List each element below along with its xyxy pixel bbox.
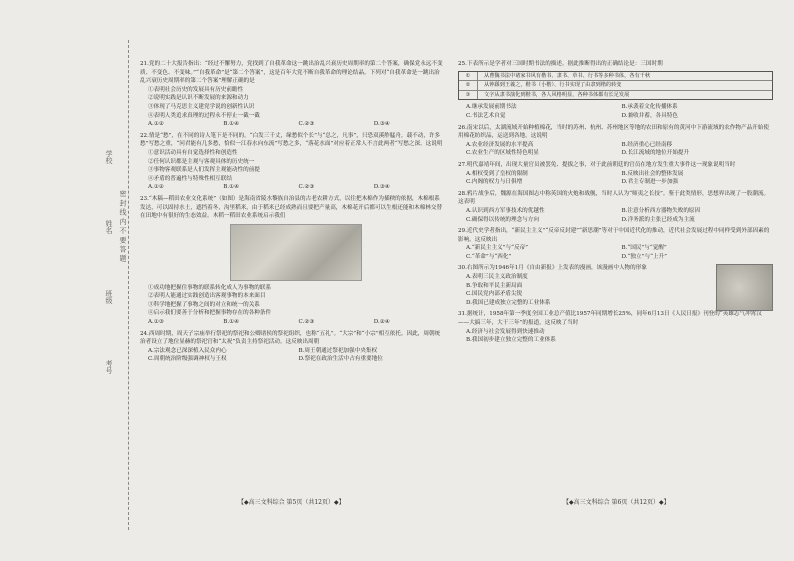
question-stem: 26.南宋以后，太湖流域开始种植棉花，当时的苏州、杭州、苏州地区等地的农田和原有的黄河中下游流域的农作物产品开始使用棉花纺织品，运送到各地。这说明 — [458, 124, 769, 140]
question-table — [458, 71, 773, 101]
page-footer-left: 【◆高三文科综合 第5页（共12页）◆】 — [238, 499, 345, 506]
cartoon-illustration — [716, 264, 773, 311]
question-25 — [458, 60, 773, 121]
choice-a: A.宗法观念已深深植入民众内心 — [148, 347, 227, 354]
choice-c: C.②③ — [298, 121, 315, 128]
question-stem: 24.西周时期，周天子宗庙举行祭祀的祭祀和公卿诸侯的祭祀组织，也称“五礼”。“大宗”和“小宗”相互依托。因此，周朝统治者设立了地位显赫的祭祀官和“太祝”负责主持祭祀活动。这反映出周朝 — [140, 330, 441, 346]
choice-b: B.反映出社会的整体发展 — [621, 170, 684, 177]
choice-b: B.“国民”与“觉醒” — [621, 245, 667, 252]
binding-margin — [98, 40, 129, 530]
question-28 — [458, 190, 773, 224]
row-text: 从曹魏书法中诸家书风有楷书、隶书、草书、行书等多种书体，各有千秋 — [484, 72, 651, 79]
question-22 — [140, 132, 445, 192]
choice-d: D.长江流域的地位开始提升 — [621, 150, 690, 157]
choice-b: B.周王朝通过祭祀加强中央集权 — [298, 347, 378, 354]
choice-b: B.经济重心已经南移 — [621, 141, 673, 148]
question-26 — [458, 124, 773, 158]
choice-a: A.①③ — [148, 319, 164, 326]
choice-c: C.“革命”与“西化” — [466, 253, 512, 260]
choice-a: A.①② — [148, 184, 164, 191]
choice-a: A.表明三民主义政治制度 — [466, 274, 528, 281]
question-stem: 21.党的二十大报告指出：“经过不懈努力，党找到了自我革命这一跳出治乱兴衰历史周期率的第二个答案，确保党永远不变质、不变色、不变味。”“自我革命”是“第二个答案”，这是百年大党不断自我革命的理论结晶。下列对“自我革命是一跳出治乱兴衰历史周期率的第二个答案”理解正确的是 — [140, 61, 443, 85]
choice-d: D.兼收并蓄，各具特色 — [621, 112, 678, 119]
question-stem: 31.据统计，1958年第一季度全国工业总产值比1957年同期增长25%，同年6月13日《人民日报》刊登的“英雄志气冲霄汉——大搞三年，大干三年”的报道，这反映了当时 — [458, 311, 762, 327]
question-23 — [140, 195, 445, 327]
kapok-rice-field-illustration — [230, 224, 362, 281]
statement-3: ③体现了马克思主义建党学说的创新性认识 — [148, 103, 255, 110]
choice-a: A.“新民主主义”与“反帝” — [466, 245, 529, 252]
choice-d: D.我国已建成独立完整的工业体系 — [466, 299, 551, 306]
question-stem: 27.明代嘉靖年间，出现大量官员被罢免、提拔之事，对于此前朝廷的官员在地方发生重大事件这一现象说明当时 — [458, 161, 736, 168]
question-31 — [458, 310, 773, 344]
choice-d: D.“独立”与“上升” — [621, 253, 667, 260]
choice-a: A.相权受到了皇权的限制 — [466, 170, 528, 177]
question-21 — [140, 60, 445, 129]
question-stem: 22.情是“愁”，在不同的诗人笔下是不同的。“白发三千丈，缘愁似个长”与“总之，凡事”，只恐双溪舴艋舟，载不动，许多愁”写愁之重，“问君能有几多愁，恰似一江春水向东流”写愁之多，“落花水面”对应着正常人不言此两者“写愁之深。这说明 — [140, 132, 443, 148]
choice-c: C.周朝统治阶级强调神权与王权 — [148, 356, 227, 363]
question-stem: 28.鸦片战争后，魏源在海国图志中称英国的火炮和战舰，当时人认为“师夷之长技”。鉴于此类情形，思想界出现了一股潮流。这表明 — [458, 190, 770, 206]
question-stem: 29.近代史学者指出，“新民主主义”“反帝反封建”“新思潮”等对于中国近代化的推动，近代社会发展过程中同样受到外部因素的影响。这反映出 — [458, 228, 770, 243]
binding-label-name: 姓名 — [105, 220, 113, 234]
choice-d: D.祭祀在政治生活中占有重要地位 — [298, 356, 383, 363]
binding-warning: 密 封 线 内 不 要 答 题 — [119, 190, 127, 262]
choice-a: A.农业经济发展的水平提高 — [466, 141, 534, 148]
choice-a: A.①② — [148, 121, 164, 128]
choice-b: B.争取和平民主新局面 — [466, 282, 523, 289]
question-stem: 23.“木稿—稻田农业文化系统”（如图）是海南省陵水黎族自治县的古老农耕方式。以往把木棉作为插秧的依据，木棉根系发达，可以固持水土，遮挡着冬，沟里稻米，由于稻米已经成熟而且要把产量高，木棉花开后都可以生根还能和木棉林交替在田地中有很好的生态效益。木稻一稻田农业系统启示我们 — [140, 195, 443, 220]
choice-a: A.继承发展前期书法 — [466, 104, 517, 111]
statement-4: ④启示我们要善于分析和把握事物存在的各种条件 — [148, 310, 272, 317]
choice-b: B.①④ — [223, 184, 240, 191]
table-row — [459, 91, 772, 100]
statement-1: ①表明社会历史的发展具有历史前瞻性 — [148, 86, 244, 93]
choice-b: B.注意分析西方器物失败的原因 — [621, 207, 701, 214]
page-right — [458, 60, 773, 348]
statement-2: ②任何认识都是主观与客观具体的历史统一 — [148, 158, 255, 165]
statement-3: ③事物客观联系是人们发挥主观能动性的前提 — [148, 167, 260, 174]
row-text: 文字从隶书演化到楷书，各人风格明显，各种书体都有长足发展 — [484, 91, 630, 98]
question-stem: 30.右图所示为1946年1月《自由新报》上发表的漫画，该漫画中人物的形象 — [458, 265, 647, 272]
choice-c: C.农业生产的区域性特色明显 — [466, 150, 539, 157]
page-footer-right: 【◆高三文科综合 第6页（共12页）◆】 — [563, 499, 670, 506]
binding-label-school: 学校 — [105, 150, 113, 164]
statement-1: ①意识活动具有自觉选择性和创造性 — [148, 149, 238, 156]
choice-b: B.承袭着文化传播体系 — [621, 104, 678, 111]
question-24 — [140, 330, 445, 364]
choice-d: D.洋务派的主张已经成为主流 — [621, 216, 695, 223]
choice-d: D.③④ — [373, 184, 390, 191]
choice-a: A.认识到西方军事技术的优越性 — [466, 207, 545, 214]
question-stem: 25.下表所示是学者对三国时期书法的描述。据此推断得出的正确结论是：三国时期 — [458, 61, 663, 67]
choice-b: B.我国初步建立独立完整的工业体系 — [466, 337, 556, 344]
question-29 — [458, 227, 773, 261]
question-27 — [458, 161, 773, 187]
page-left — [140, 60, 445, 367]
statement-2: ②说明实践是认识不断发展的来源和动力 — [148, 95, 249, 102]
choice-c: C.②③ — [298, 184, 315, 191]
choice-b: B.①④ — [223, 121, 240, 128]
question-30 — [458, 264, 773, 307]
table-row — [459, 72, 772, 82]
choice-c: C.②③ — [298, 319, 315, 326]
row-number: ② — [459, 81, 478, 90]
row-number: ③ — [459, 91, 478, 100]
statement-1: ①成功地把握住事物的联系转化成人为事物的联系 — [148, 284, 272, 291]
statement-4: ④表明人类追求真理的过程永不停止一截一截 — [148, 112, 260, 119]
choice-c: C.国民党内部矛盾尖锐 — [466, 291, 523, 298]
statement-2: ②表明人能通过实践创造出客观事物的本来面目 — [148, 293, 266, 300]
binding-label-number: 考号 — [105, 360, 113, 374]
choice-d: D.君主专制进一步加强 — [621, 179, 678, 186]
choice-b: B.①④ — [223, 319, 240, 326]
statement-3: ③科学地把握了事物之间的对立和统一的关系 — [148, 301, 260, 308]
row-number: ① — [459, 72, 478, 81]
binding-label-class: 班级 — [105, 290, 113, 304]
choice-a: A.经济与社会发展得到快速推动 — [466, 328, 545, 335]
choice-c: C.内阁的权力与日俱增 — [466, 179, 523, 186]
choice-d: D.③④ — [373, 121, 390, 128]
row-text: 从钟繇到王羲之，楷书（小楷）、行书实现了由隶到楷的转变 — [484, 82, 622, 89]
table-row — [459, 81, 772, 91]
statement-4: ④矛盾的普遍性与特殊性相互联结 — [148, 175, 232, 182]
choice-c: C.确保得以传统的理念与方向 — [466, 216, 539, 223]
choice-c: C.书法艺术自觉 — [466, 112, 506, 119]
choice-d: D.②④ — [373, 319, 390, 326]
